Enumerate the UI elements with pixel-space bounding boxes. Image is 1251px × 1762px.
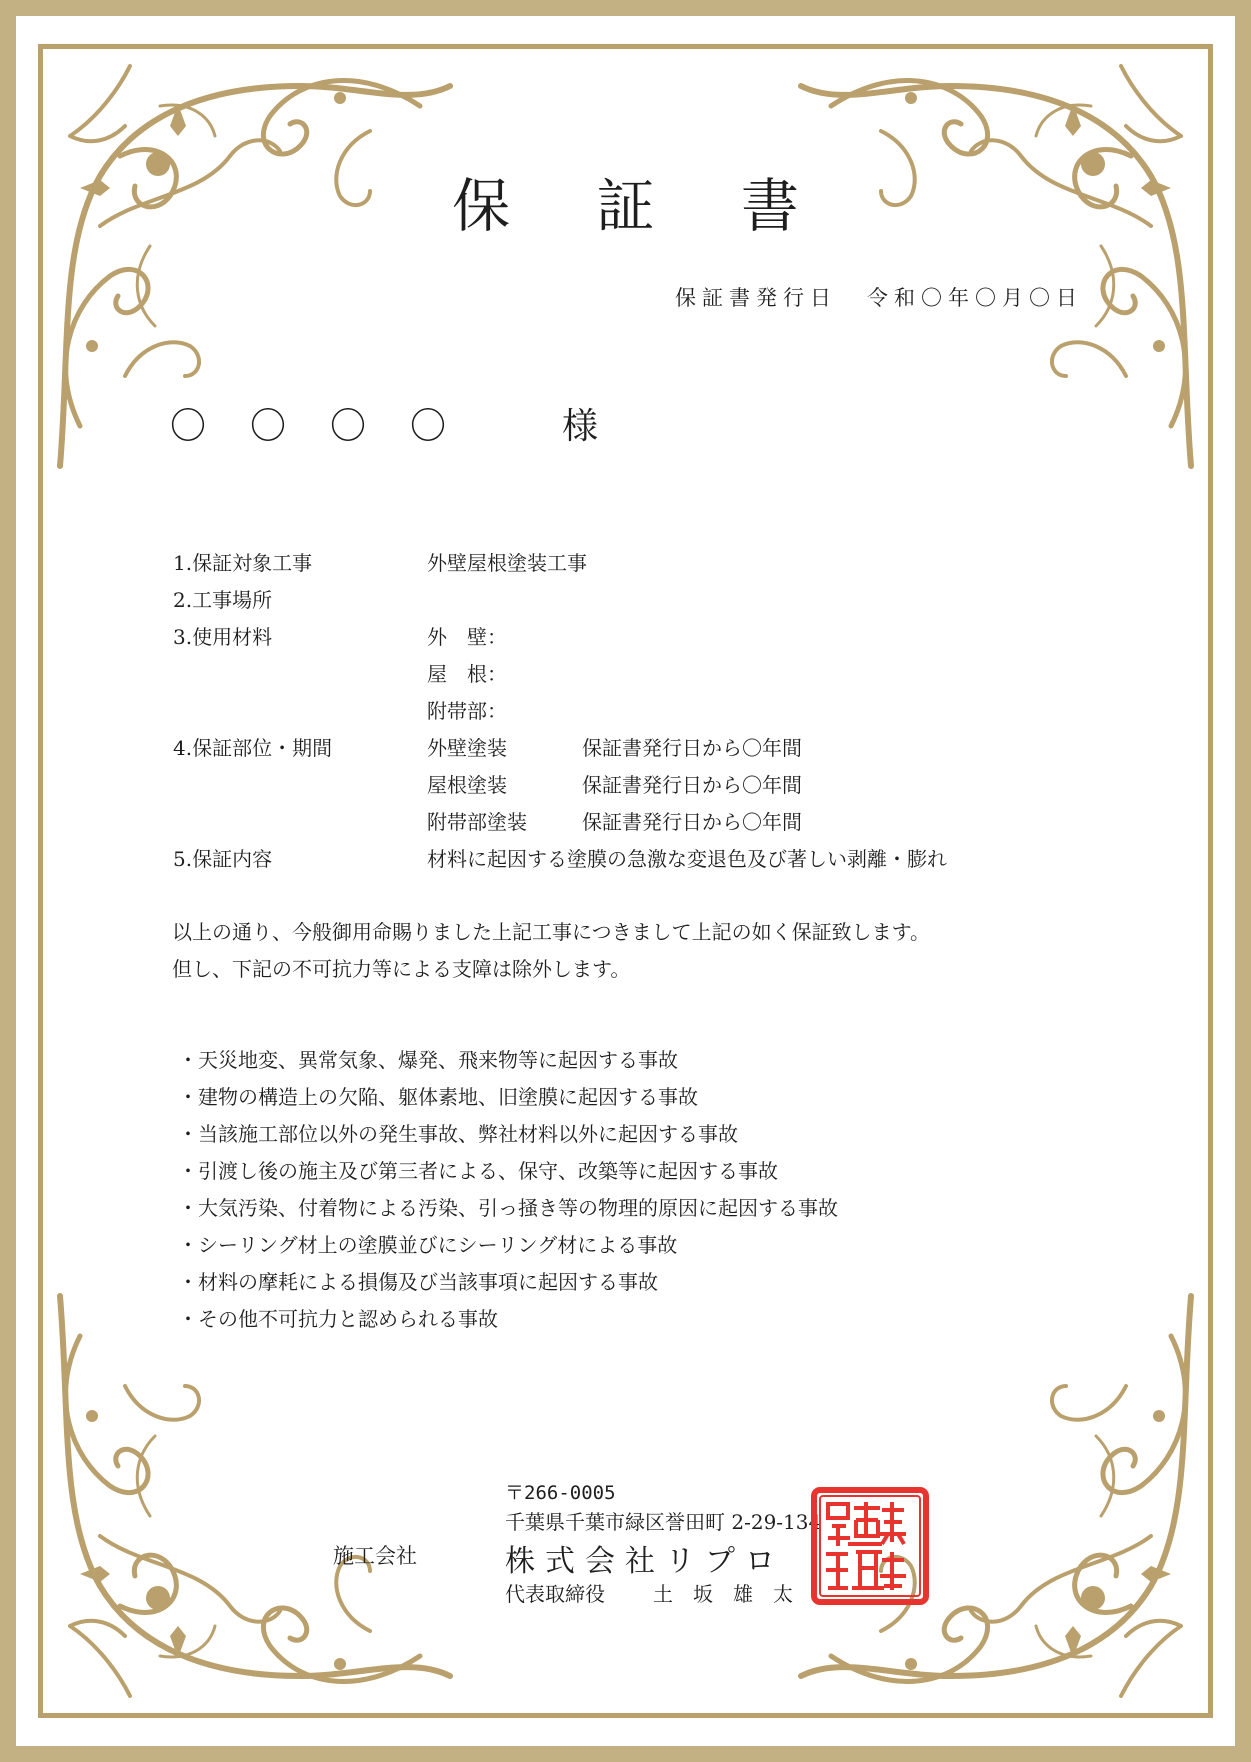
warranty-statement xyxy=(172,914,930,988)
warranty-period: 保証書発行日から〇年間 xyxy=(582,773,802,797)
issue-date-label: 保証書発行日 xyxy=(675,286,837,310)
warranty-items xyxy=(173,545,947,878)
warranty-period: 保証書発行日から〇年間 xyxy=(582,810,802,834)
exclusion-item: ・大気汚染、付着物による汚染、引っ掻き等の物理的原因に起因する事故 xyxy=(178,1196,838,1220)
recipient xyxy=(170,398,598,449)
document-title: 保 証 書 xyxy=(452,171,833,240)
contractor-label: 施工会社 xyxy=(333,1544,417,1568)
representative-title: 代表取締役 xyxy=(505,1582,605,1606)
item-row-warranty-content xyxy=(173,841,947,878)
item-label: 2.工事場所 xyxy=(173,588,273,612)
representative xyxy=(505,1578,821,1607)
company-seal-stamp xyxy=(810,1486,930,1606)
exclusion-list xyxy=(178,1042,838,1338)
statement-line: 但し、下記の不可抗力等による支障は除外します。 xyxy=(172,957,631,981)
exclusion-item: ・引渡し後の施主及び第三者による、保守、改築等に起因する事故 xyxy=(178,1159,778,1183)
item-label: 5.保証内容 xyxy=(173,847,273,871)
statement-line: 以上の通り、今般御用命賜りました上記工事につきまして上記の如く保証致します。 xyxy=(172,920,930,944)
exclusion-item: ・材料の摩耗による損傷及び当該事項に起因する事故 xyxy=(178,1270,658,1294)
item-value: 材料に起因する塗膜の急激な変退色及び著しい剥離・膨れ xyxy=(427,847,947,871)
exclusion-item: ・建物の構造上の欠陥、躯体素地、旧塗膜に起因する事故 xyxy=(178,1085,698,1109)
material-label: 外 壁： xyxy=(427,625,507,649)
company-info xyxy=(505,1478,821,1607)
warranty-part: 附帯部塗装 xyxy=(427,810,527,834)
exclusion-item: ・シーリング材上の塗膜並びにシーリング材による事故 xyxy=(178,1233,678,1257)
warranty-period: 保証書発行日から〇年間 xyxy=(582,736,802,760)
postal-code: 〒266-0005 xyxy=(505,1482,616,1504)
item-row-work-location xyxy=(173,582,947,619)
recipient-suffix: 様 xyxy=(562,406,599,447)
exclusion-item: ・その他不可抗力と認められる事故 xyxy=(178,1307,498,1331)
item-row-materials xyxy=(173,693,947,730)
item-label: 4.保証部位・期間 xyxy=(173,736,333,760)
warranty-part: 外壁塗装 xyxy=(427,736,507,760)
exclusion-item: ・天災地変、異常気象、爆発、飛来物等に起因する事故 xyxy=(178,1048,678,1072)
item-row-warranty-period xyxy=(173,730,947,767)
item-row-materials xyxy=(173,656,947,693)
item-row-warranty-period xyxy=(173,767,947,804)
item-row-warranty-period xyxy=(173,804,947,841)
corner-ornament-bottom-left xyxy=(40,1286,470,1716)
corner-ornament-top-right xyxy=(781,46,1211,476)
material-label: 附帯部： xyxy=(427,699,507,723)
item-row-materials xyxy=(173,619,947,656)
item-row-target-work xyxy=(173,545,947,582)
item-value: 外壁屋根塗装工事 xyxy=(427,551,587,575)
company-address: 千葉県千葉市緑区誉田町 2-29-134 xyxy=(505,1510,822,1534)
item-label: 3.使用材料 xyxy=(173,625,273,649)
company-name: 株式会社リプロ xyxy=(505,1544,785,1579)
material-label: 屋 根： xyxy=(427,662,507,686)
representative-name: 土坂雄太 xyxy=(653,1582,813,1606)
issue-date-value: 令和〇年〇月〇日 xyxy=(867,286,1083,310)
item-label: 1.保証対象工事 xyxy=(173,551,313,575)
issue-date xyxy=(675,282,1083,312)
exclusion-item: ・当該施工部位以外の発生事故、弊社材料以外に起因する事故 xyxy=(178,1122,738,1146)
recipient-name: 〇〇〇〇 xyxy=(170,406,491,447)
warranty-part: 屋根塗装 xyxy=(427,773,507,797)
